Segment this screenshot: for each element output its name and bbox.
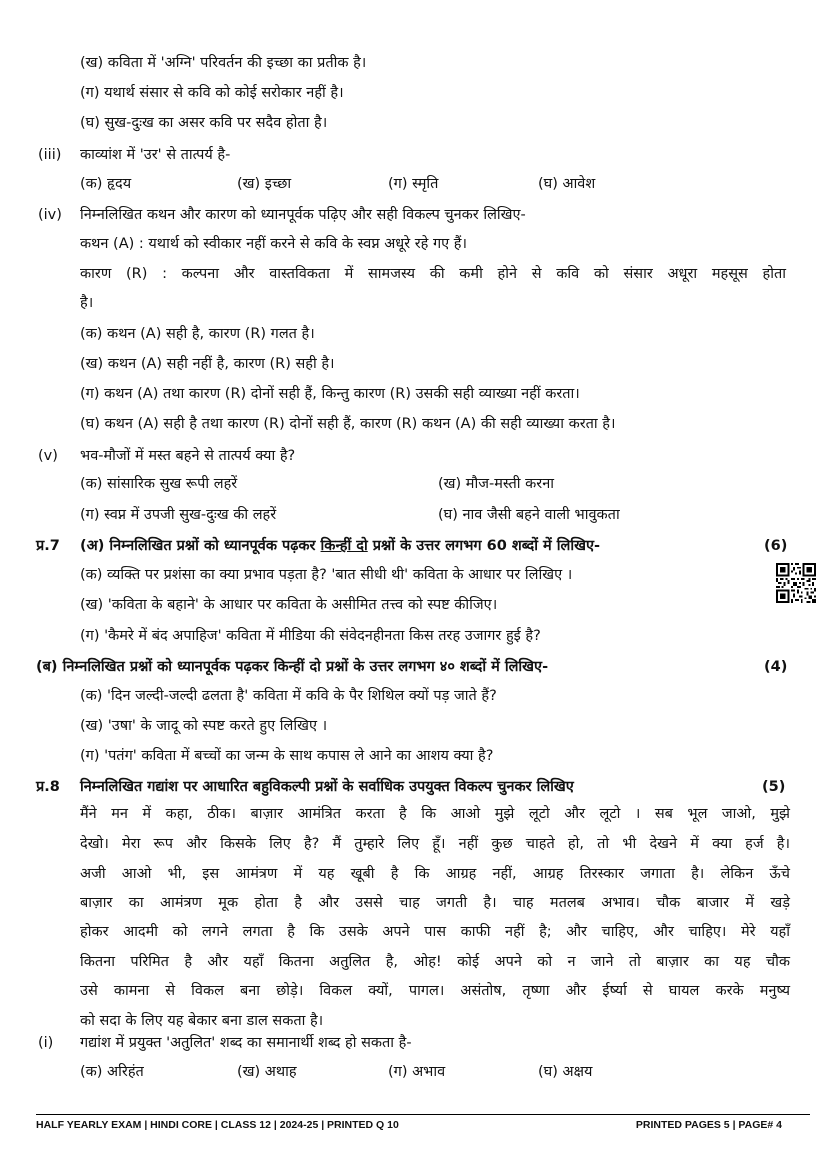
q7-b-option: (क) 'दिन जल्दी-जल्दी ढलता है' कविता में कवि के पैर शिथिल क्यों पड़ जाते हैं?: [80, 688, 497, 704]
footer-divider: [36, 1114, 810, 1115]
q6-iv-instruction: निम्नलिखित कथन और कारण को ध्यानपूर्वक पढ़िए और सही विकल्प चुनकर लिखिए-: [80, 207, 526, 223]
q6-v-option: (क) सांसारिक सुख रूपी लहरें: [80, 476, 238, 492]
q8-passage-line: होकर आदमी को लगने लगता है कि उसके अपने पास काफी नहीं है; और चाहिए, और चाहिए। मेरे यहाँ: [80, 924, 790, 940]
q6-iv-option: (ग) कथन (A) तथा कारण (R) दोनों सही हैं, किन्तु कारण (R) उसकी सही व्याख्या नहीं करता।: [80, 386, 580, 402]
q6-iv-option: (क) कथन (A) सही है, कारण (R) गलत है।: [80, 326, 315, 342]
q6-iv-option: (ख) कथन (A) सही नहीं है, कारण (R) सही है।: [80, 356, 335, 372]
q7-a-marks: (6): [764, 538, 788, 554]
q6-iv-option: (घ) कथन (A) सही है तथा कारण (R) दोनों सही हैं, कारण (R) कथन (A) की सही व्याख्या करता है।: [80, 416, 616, 432]
q6-v-option: (ख) मौज-मस्ती करना: [438, 476, 555, 492]
q8-i-option: (घ) अक्षय: [538, 1064, 593, 1080]
q7-number: प्र.7: [36, 538, 60, 554]
q6-v-number: (v): [38, 448, 58, 464]
q6-option-ga: (ग) यथार्थ संसार से कवि को कोई सरोकार नहीं है।: [80, 85, 344, 101]
q7-b-option: (ख) 'उषा' के जादू को स्पष्ट करते हुए लिखिए ।: [80, 718, 328, 734]
q7-a-heading: (अ) निम्नलिखित प्रश्नों को ध्यानपूर्वक पढ़कर किन्हीं दो प्रश्नों के उत्तर लगभग 60 शब्दों में लिखिए-: [80, 538, 600, 554]
q8-number: प्र.8: [36, 779, 60, 795]
q6-iv-reason-end: है।: [80, 295, 94, 311]
footer-exam-info: HALF YEARLY EXAM | HINDI CORE | CLASS 12 | 2024-25 | PRINTED Q 10: [36, 1119, 399, 1131]
q8-i-number: (i): [38, 1035, 54, 1051]
q8-passage-line: मैंने मन में कहा, ठीक। बाज़ार आमंत्रित करता है कि आओ मुझे लूटो और लूटो । सब भूल जाओ, मुझे: [80, 806, 790, 822]
q6-iv-reason: कारण (R) : कल्पना और वास्तविकता में सामजस्य की कमी होने से कवि को संसार अधूरा महसूस होता: [80, 266, 786, 282]
q7-a-option: (ख) 'कविता के बहाने' के आधार पर कविता के असीमित तत्त्व को स्पष्ट कीजिए।: [80, 597, 498, 613]
qr-code-icon: [776, 563, 816, 603]
q6-iv-number: (iv): [38, 207, 62, 223]
q8-passage-line: देखो। मेरा रूप और किसके लिए है? मैं तुम्हारे लिए हूँ। नहीं कुछ चाहते हो, तो भी देखने में क्या हर्ज है।: [80, 836, 790, 852]
q7-b-marks: (4): [764, 659, 788, 675]
q6-iii-option: (घ) आवेश: [538, 176, 596, 192]
q6-v-option: (घ) नाव जैसी बहने वाली भावुकता: [438, 507, 620, 523]
q8-passage-line: उसे कामना से विकल बना छोड़े। विकल क्यों, पागल। असंतोष, तृष्णा और ईर्ष्या से घायल करके मनुष्य: [80, 983, 790, 999]
q6-option-kha: (ख) कविता में 'अग्नि' परिवर्तन की इच्छा का प्रतीक है।: [80, 55, 367, 71]
q6-iii-option: (क) हृदय: [80, 176, 132, 192]
q8-heading: निम्नलिखित गद्यांश पर आधारित बहुविकल्पी प्रश्नों के सर्वाधिक उपयुक्त विकल्प चुनकर लिखिए: [80, 779, 574, 795]
q8-passage-line: कितना परिमित है और यहाँ कितना अतुलित है, ओह! कोई अपने को न जाने तो बाज़ार का यह चौक: [80, 954, 790, 970]
q7-b-heading: (ब) निम्नलिखित प्रश्नों को ध्यानपूर्वक पढ़कर किन्हीं दो प्रश्नों के उत्तर लगभग ४० शब्दों में लिखिए-: [36, 659, 549, 675]
q6-v-option: (ग) स्वप्न में उपजी सुख-दुःख की लहरें: [80, 507, 277, 523]
q6-v-question: भव-मौजों में मस्त बहने से तात्पर्य क्या है?: [80, 448, 296, 464]
q7-a-option: (क) व्यक्ति पर प्रशंसा का क्या प्रभाव पड़ता है? 'बात सीधी थी' कविता के आधार पर लिखिए ।: [80, 567, 573, 583]
q8-passage-line: अजी आओ भी, इस आमंत्रण में यह खूबी है कि आग्रह नहीं, आग्रह तिरस्कार जगाता है। लेकिन ऊँचे: [80, 866, 790, 882]
q6-option-gha: (घ) सुख-दुःख का असर कवि पर सदैव होता है।: [80, 115, 328, 131]
q8-i-option: (ग) अभाव: [388, 1064, 446, 1080]
q6-iv-assertion: कथन (A) : यथार्थ को स्वीकार नहीं करने से कवि के स्वप्न अधूरे रहे गए हैं।: [80, 236, 467, 252]
q8-i-option: (ख) अथाह: [237, 1064, 297, 1080]
q6-iii-number: (iii): [38, 147, 62, 163]
q6-iii-option: (ग) स्मृति: [388, 176, 439, 192]
q6-iii-option: (ख) इच्छा: [237, 176, 292, 192]
q6-iii-question: काव्यांश में 'उर' से तात्पर्य है-: [80, 147, 231, 163]
q8-marks: (5): [762, 779, 786, 795]
q8-i-question: गद्यांश में प्रयुक्त 'अतुलित' शब्द का समानार्थी शब्द हो सकता है-: [80, 1035, 412, 1051]
q7-a-option: (ग) 'कैमरे में बंद अपाहिज' कविता में मीडिया की संवेदनहीनता किस तरह उजागर हुई है?: [80, 628, 541, 644]
q8-passage-line: को सदा के लिए यह बेकार बना डाल सकता है।: [80, 1013, 324, 1029]
q8-i-option: (क) अरिहंत: [80, 1064, 144, 1080]
q8-passage-line: बाज़ार का आमंत्रण मूक होता है और उससे चाह जगती है। चाह मतलब अभाव। चौक बाजार में खड़े: [80, 895, 790, 911]
footer-page-info: PRINTED PAGES 5 | PAGE# 4: [635, 1119, 782, 1131]
q7-b-option: (ग) 'पतंग' कविता में बच्चों का जन्म के साथ कपास ले आने का आशय क्या है?: [80, 748, 494, 764]
